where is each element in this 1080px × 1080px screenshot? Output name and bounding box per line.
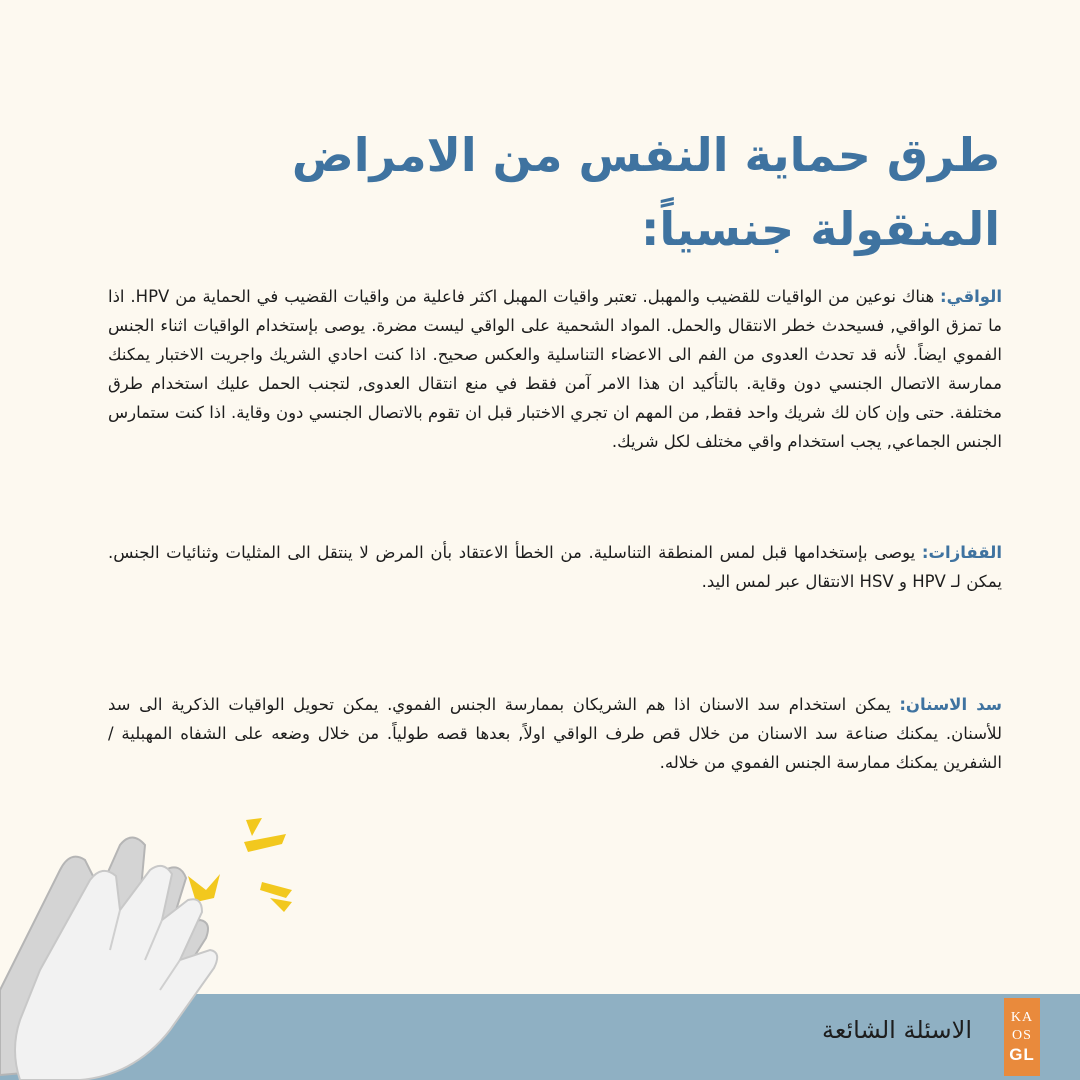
kaosgl-logo [1004,998,1040,1076]
section-dental-dam [108,690,1002,777]
logo-line: KA [1010,1010,1034,1025]
logo-line: OS [1012,1028,1032,1043]
logo-line: GL [1009,1045,1035,1064]
section-label: سد الاسنان: [899,695,1002,714]
sparkle-icon [188,818,292,912]
section-label: الواقي: [940,287,1002,306]
section-label: القفازات: [921,543,1002,562]
gloved-hand-illustration [0,800,320,1080]
section-gloves [108,538,1002,596]
footer-label: الاسئلة الشائعة [822,1016,972,1044]
section-text: هناك نوعين من الواقيات للقضيب والمهبل. تعتبر واقيات المهبل اكثر فاعلية من واقيات القضيب في الحماية من HPV. اذا ما تمزق الواقي, فسيحدث خطر الانتقال والحمل. المواد الشحمية على الواقي ليست مضرة. يوصى بإستخدام الواقيات اثناء الجنس الفموي ايضاً. لأنه قد تحدث العدوى من الفم الى الاعضاء التناسلية والعكس صحيح. اذا كنت احادي الشريك واجريت الاختبار يمكنك ممارسة الاتصال الجنسي دون وقاية. بالتأكيد ان هذا الامر آمن فقط في منع انتقال العدوى, لتجنب الحمل عليك استخدام طرق مختلفة. حتى وإن كان لك شريك واحد فقط, من المهم ان تجري الاختبار قبل ان تقوم بالاتصال الجنسي دون وقاية. اذا كنت ستمارس الجنس الجماعي, يجب استخدام واقي مختلف لكل شريك. [108,287,1002,451]
section-condom [108,282,1002,456]
section-text: يوصى بإستخدامها قبل لمس المنطقة التناسلية. من الخطأ الاعتقاد بأن المرض لا ينتقل الى المثليات وثنائيات الجنس. يمكن لـ HPV و HSV الانتقال عبر لمس اليد. [108,543,1002,591]
section-text: يمكن استخدام سد الاسنان اذا هم الشريكان بممارسة الجنس الفموي. يمكن تحويل الواقيات الذكرية الى سد للأسنان. يمكنك صناعة سد الاسنان من خلال قص طرف الواقي اولاً, بعدها قصه طولياً. من خلال وضعه على الشفاه المهبلية / الشفرين يمكنك ممارسة الجنس الفموي من خلاله. [108,695,1002,772]
page-title: طرق حماية النفس من الامراض المنقولة جنسياً: [291,128,1000,256]
